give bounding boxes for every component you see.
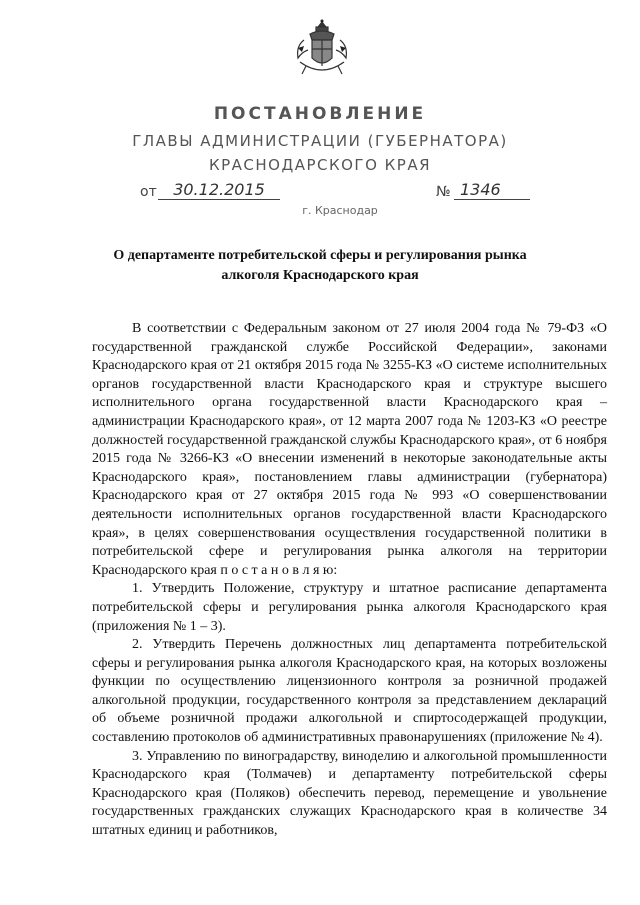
clause-paragraph: 3. Управлению по виноградарству, виноделию и алкогольной промышленности Краснодарского края (Толмачев) и департаменту потребительской сферы Краснодарского края (Поляков) обеспечить перевод, перемещение и увольнение государственных гражданских служащих Краснодарского края в количестве 34 штатных единиц и работников, — [92, 748, 607, 839]
document-date: 30.12.2015 — [158, 180, 280, 200]
preamble-paragraph: В соответствии с Федеральным законом от 27 июля 2004 года № 79-ФЗ «О государственной гражданской службе Российской Федерации», законами Краснодарского края от 21 октября 2015 года № 3255-КЗ «О системе исполнительных органов государственной власти Краснодарского края и структуре высшего исполнительного органа государственной власти Краснодарского края – администрации Краснодарского края», от 12 марта 2007 года № 1203-КЗ «О реестре должностей государственной гражданской службы Краснодарского края», от 6 ноября 2015 года № 3266-КЗ «О внесении изменений в некоторые законодательные акты Краснодарского края», постановлением главы администрации (губернатора) Краснодарского края от 27 октября 2015 года № 993 «О совершенствовании деятельности исполнительных органов государственной власти Краснодарского края», в целях совершенствования осуществления государственной политики в потребительской сфере и регулирования рынка алкоголя на территории Краснодарского края п о с т а н о в л я ю: — [92, 321, 607, 578]
document-title: О департаменте потребительской сферы и регулирования рынка алкоголя Краснодарского края — [113, 248, 527, 283]
coat-of-arms-emblem — [290, 18, 354, 82]
number-label: № — [436, 184, 451, 200]
issuer-heading: ГЛАВЫ АДМИНИСТРАЦИИ (ГУБЕРНАТОРА) — [132, 132, 508, 150]
clause-paragraph: 2. Утвердить Перечень должностных лиц департамента потребительской сферы и регулирования рынка алкоголя Краснодарского края, на которых возложены функции по осуществлению лицензионного контроля за розничной продажей алкогольной продукции, государственного контроля за представлением деклараций об объеме розничной продажи алкогольной и спиртосодержащей продукции, составлению протоколов об административных правонарушениях (приложение № 4). — [92, 637, 607, 746]
region-heading: КРАСНОДАРСКОГО КРАЯ — [208, 156, 432, 174]
document-type-heading: ПОСТАНОВЛЕНИЕ — [213, 104, 427, 124]
document-body — [92, 320, 607, 841]
document-number: 1346 — [454, 180, 530, 200]
city-label: г. Краснодар — [302, 204, 378, 217]
date-label: от — [140, 184, 157, 200]
clause-paragraph: 1. Утвердить Положение, структуру и штатное расписание департамента потребительской сферы и регулирования рынка алкоголя Краснодарского края (приложения № 1 – 3). — [92, 581, 607, 634]
